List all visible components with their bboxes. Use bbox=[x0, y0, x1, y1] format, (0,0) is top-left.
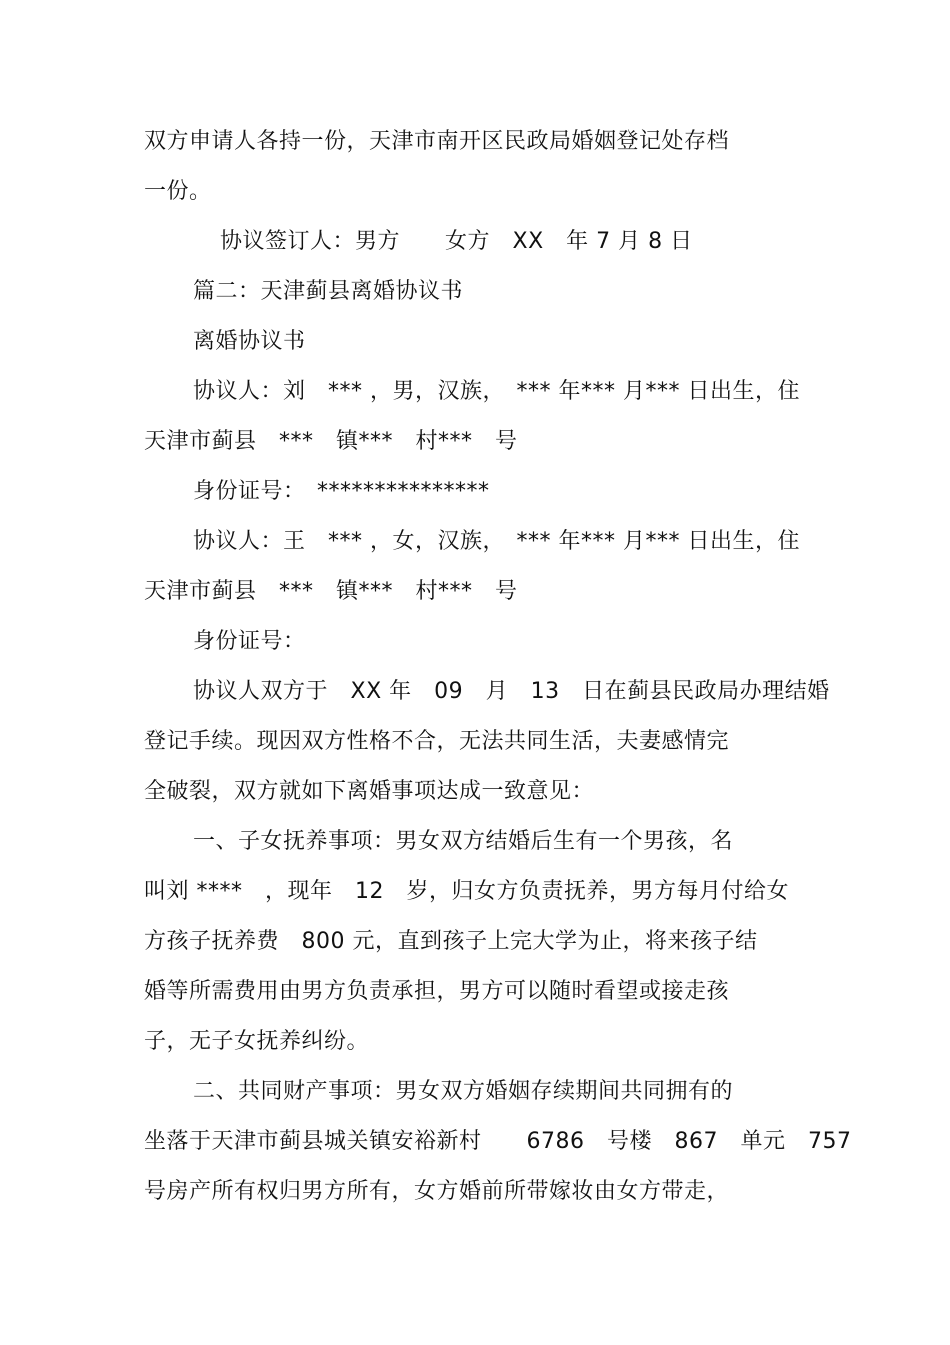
clause-2-line: 号房产所有权归男方所有，女方婚前所带嫁妆由女方带走， bbox=[144, 1179, 730, 1204]
paragraph-line: 全破裂，双方就如下离婚事项达成一致意见： bbox=[144, 779, 595, 804]
clause-1-line: 叫刘 **** ，现年 12 岁，归女方负责抚养，男方每月付给女 bbox=[144, 879, 789, 904]
section-heading: 篇二：天津蓟县离婚协议书 bbox=[193, 279, 464, 304]
document-title: 离婚协议书 bbox=[193, 329, 306, 354]
paragraph-line: 双方申请人各持一份，天津市南开区民政局婚姻登记处存档 bbox=[144, 129, 730, 154]
paragraph-line: 协议人双方于 XX 年 09 月 13 日在蓟县民政局办理结婚 bbox=[193, 679, 830, 704]
party-2-line: 协议人：王 *** ，女，汉族， *** 年*** 月*** 日出生，住 bbox=[193, 529, 800, 554]
clause-1-line: 一、子女抚养事项：男女双方结婚后生有一个男孩，名 bbox=[193, 829, 734, 854]
paragraph-line: 登记手续。现因双方性格不合，无法共同生活，夫妻感情完 bbox=[144, 729, 730, 754]
clause-1-line: 婚等所需费用由男方负责承担，男方可以随时看望或接走孩 bbox=[144, 979, 730, 1004]
clause-2-line: 坐落于天津市蓟县城关镇安裕新村 6786 号楼 867 单元 757 bbox=[144, 1129, 852, 1154]
party-1-line: 协议人：刘 *** ，男，汉族， *** 年*** 月*** 日出生，住 bbox=[193, 379, 800, 404]
party-2-id: 身份证号： bbox=[193, 629, 306, 654]
party-1-address: 天津市蓟县 *** 镇*** 村*** 号 bbox=[144, 429, 518, 454]
signature-line: 协议签订人：男方 女方 XX 年 7 月 8 日 bbox=[220, 229, 693, 254]
party-2-address: 天津市蓟县 *** 镇*** 村*** 号 bbox=[144, 579, 518, 604]
party-1-id: 身份证号： *************** bbox=[193, 479, 490, 504]
clause-1-line: 子，无子女抚养纠纷。 bbox=[144, 1029, 370, 1054]
clause-2-line: 二、共同财产事项：男女双方婚姻存续期间共同拥有的 bbox=[193, 1079, 734, 1104]
clause-1-line: 方孩子抚养费 800 元，直到孩子上完大学为止，将来孩子结 bbox=[144, 929, 758, 954]
paragraph-line: 一份。 bbox=[144, 179, 212, 204]
